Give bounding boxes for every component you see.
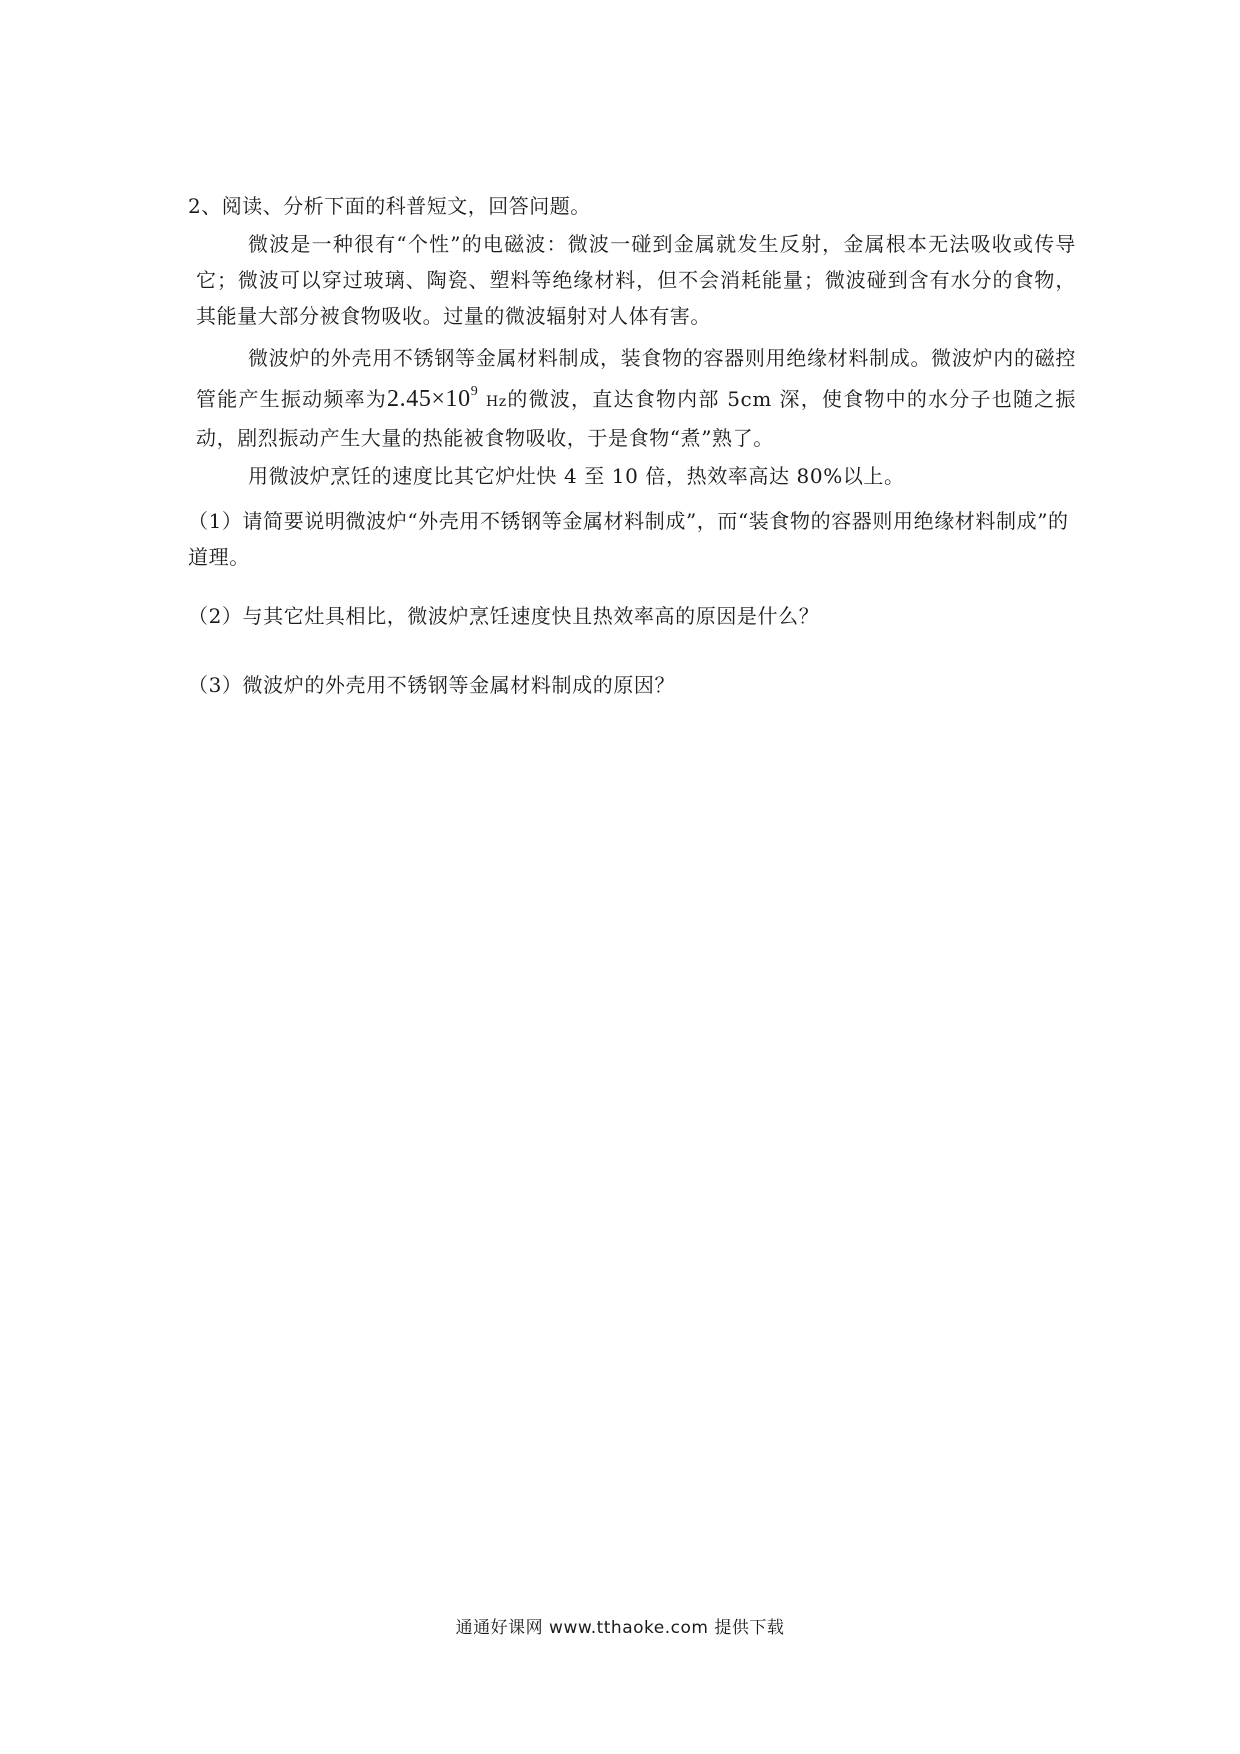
passage-paragraph-2-text-after: 的微波，直达食物内部 5cm 深，使食物中的水分子也随之振动，剧烈振动产生大量的热能被食物吸收，于是食物“煮”熟了。 (196, 387, 1076, 450)
passage-paragraph-1: 微波是一种很有“个性”的电磁波：微波一碰到金属就发生反射，金属根本无法吸收或传导它；微波可以穿过玻璃、陶瓷、塑料等绝缘材料，但不会消耗能量；微波碰到含有水分的食物，其能量大部分被食物吸收。过量的微波辐射对人体有害。 (196, 232, 1076, 328)
formula-base: 2.45×10 (387, 386, 471, 412)
question-title: 2、阅读、分析下面的科普短文，回答问题。 (188, 194, 591, 218)
formula-exponent: 9 (470, 384, 479, 399)
page-footer: 通通好课网 www.tthaoke.com 提供下载 (455, 1618, 785, 1638)
passage-paragraph-3: 用微波炉烹饪的速度比其它炉灶快 4 至 10 倍，热效率高达 80%以上。 (248, 464, 905, 488)
sub-question-3: （3）微波炉的外壳用不锈钢等金属材料制成的原因？ (188, 673, 676, 697)
frequency-formula (387, 386, 478, 412)
passage-paragraph-2 (196, 340, 1076, 456)
sub-question-1: （1）请简要说明微波炉“外壳用不锈钢等金属材料制成”，而“装食物的容器则用绝缘材料制成”的道理。 (188, 509, 1069, 569)
sub-question-2: （2）与其它灶具相比，微波炉烹饪速度快且热效率高的原因是什么？ (188, 604, 820, 628)
passage-paragraph-2-text-before: 微波炉的外壳用不锈钢等金属材料制成，装食物的容器则用绝缘材料制成。微波炉内的磁控管能产生振动频率为 (196, 346, 1076, 411)
science-passage (196, 226, 1076, 494)
frequency-unit: Hz (485, 394, 507, 410)
